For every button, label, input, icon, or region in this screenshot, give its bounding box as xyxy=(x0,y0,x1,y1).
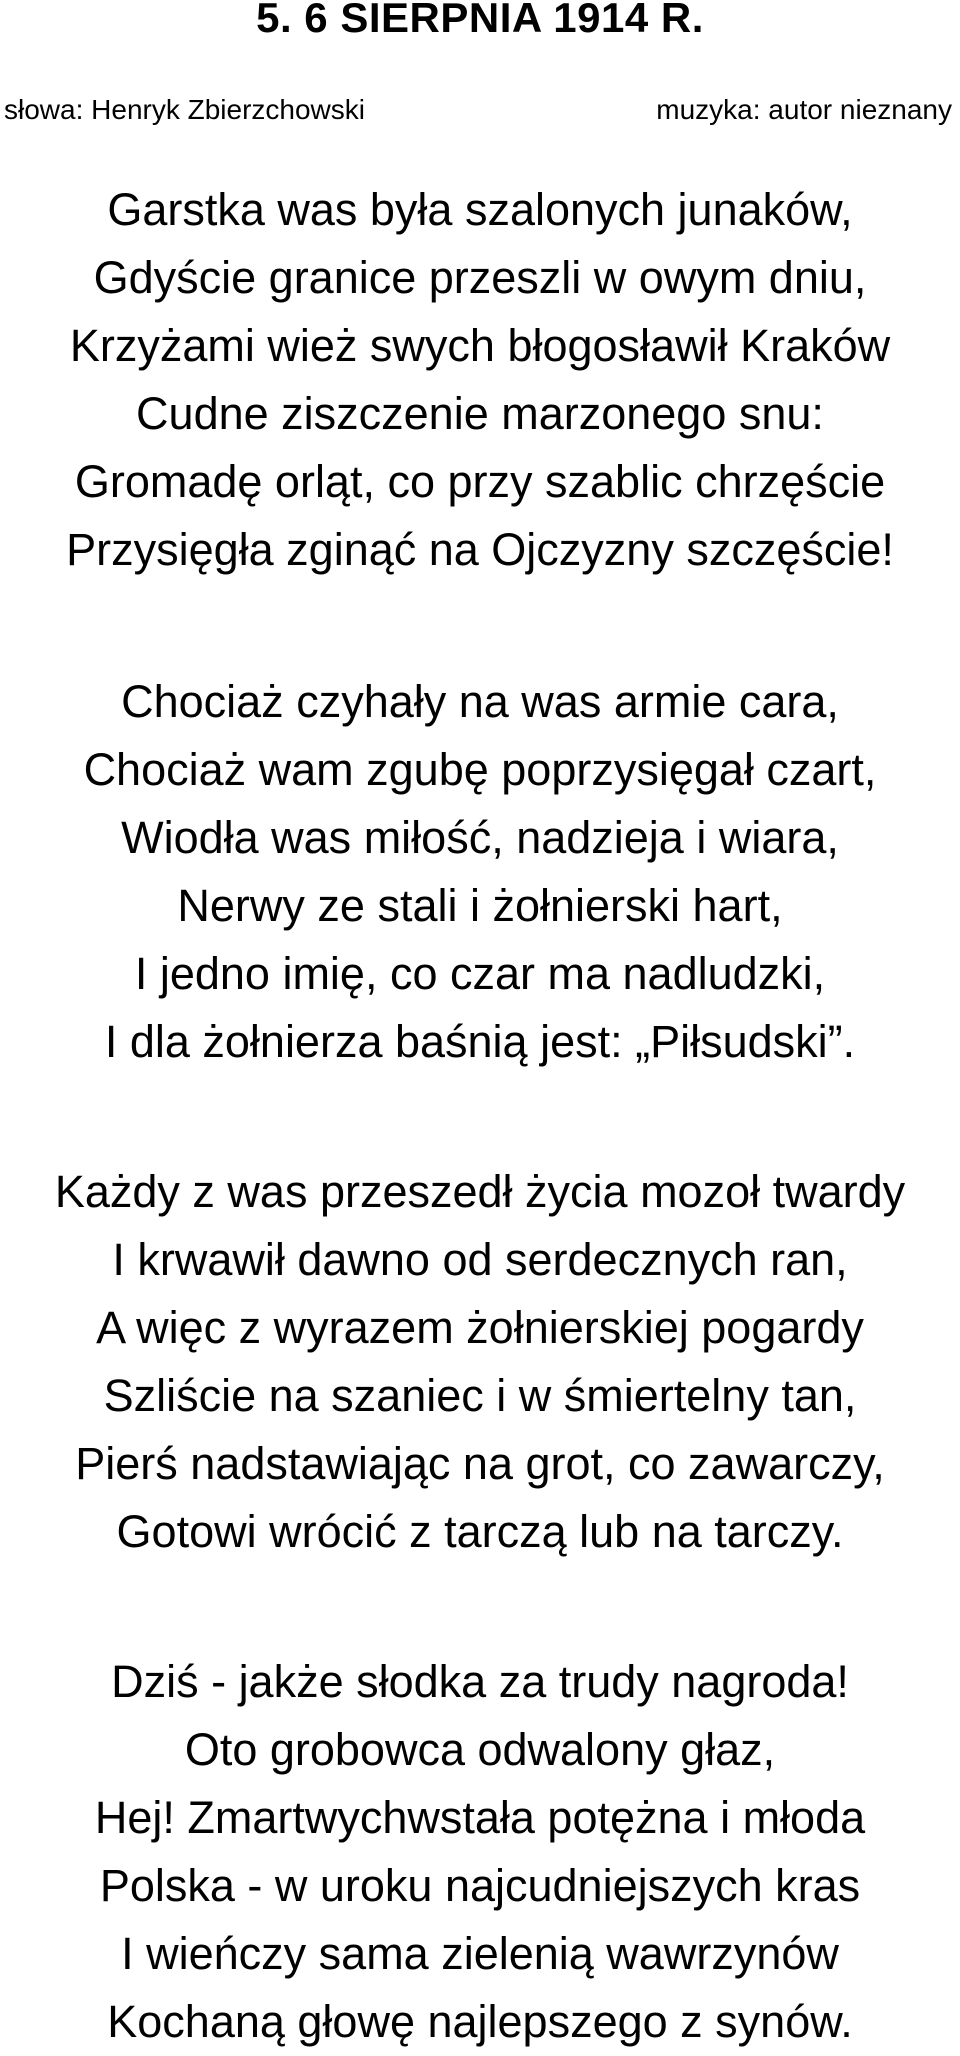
stanza-3 xyxy=(0,1158,960,1566)
verse-line: I wieńczy sama zielenią wawrzynów xyxy=(121,1928,839,1979)
verse-line: Nerwy ze stali i żołnierski hart, xyxy=(177,880,783,931)
verse-line: Cudne ziszczenie marzonego snu: xyxy=(136,388,824,439)
music-credit: muzyka: autor nieznany xyxy=(656,94,952,125)
verse-line: Przysięgła zginąć na Ojczyzny szczęście! xyxy=(66,524,894,575)
verse-line: Kochaną głowę najlepszego z synów. xyxy=(107,1996,853,2047)
song-credits xyxy=(0,92,960,128)
verse-line: Gotowi wrócić z tarczą lub na tarczy. xyxy=(116,1506,844,1557)
verse-line: Oto grobowca odwalony głaz, xyxy=(184,1724,776,1775)
verse-line: Gromadę orląt, co przy szablic chrzęście xyxy=(74,456,886,507)
verse-line: Garstka was była szalonych junaków, xyxy=(107,184,853,235)
verse-line: Hej! Zmartwychwstała potężna i młoda xyxy=(94,1792,866,1843)
lyrics-credit: słowa: Henryk Zbierzchowski xyxy=(4,94,365,125)
stanza-2 xyxy=(0,668,960,1076)
verse-line: Pierś nadstawiając na grot, co zawarczy, xyxy=(75,1438,885,1489)
verse-line: Dziś - jakże słodka za trudy nagroda! xyxy=(111,1656,849,1707)
stanza-4 xyxy=(0,1648,960,2056)
verse-line: Krzyżami wież swych błogosławił Kraków xyxy=(69,320,891,371)
verse-line: Szliście na szaniec i w śmiertelny tan, xyxy=(103,1370,857,1421)
verse-line: A więc z wyrazem żołnierskiej pogardy xyxy=(96,1302,864,1353)
verse-line: Chociaż czyhały na was armie cara, xyxy=(121,676,839,727)
verse-line: Chociaż wam zgubę poprzysięgał czart, xyxy=(83,744,877,795)
verse-line: I dla żołnierza baśnią jest: „Piłsudski”. xyxy=(104,1016,856,1067)
verse-line: I krwawił dawno od serdecznych ran, xyxy=(112,1234,848,1285)
verse-line: I jedno imię, co czar ma nadludzki, xyxy=(134,948,826,999)
stanza-1 xyxy=(0,176,960,584)
verse-line: Gdyście granice przeszli w owym dniu, xyxy=(93,252,867,303)
verse-line: Wiodła was miłość, nadzieja i wiara, xyxy=(121,812,839,863)
verse-line: Polska - w uroku najcudniejszych kras xyxy=(99,1860,861,1911)
verse-line: Każdy z was przeszedł życia mozoł twardy xyxy=(54,1166,906,1217)
song-title: 5. 6 SIERPNIA 1914 R. xyxy=(256,0,704,41)
